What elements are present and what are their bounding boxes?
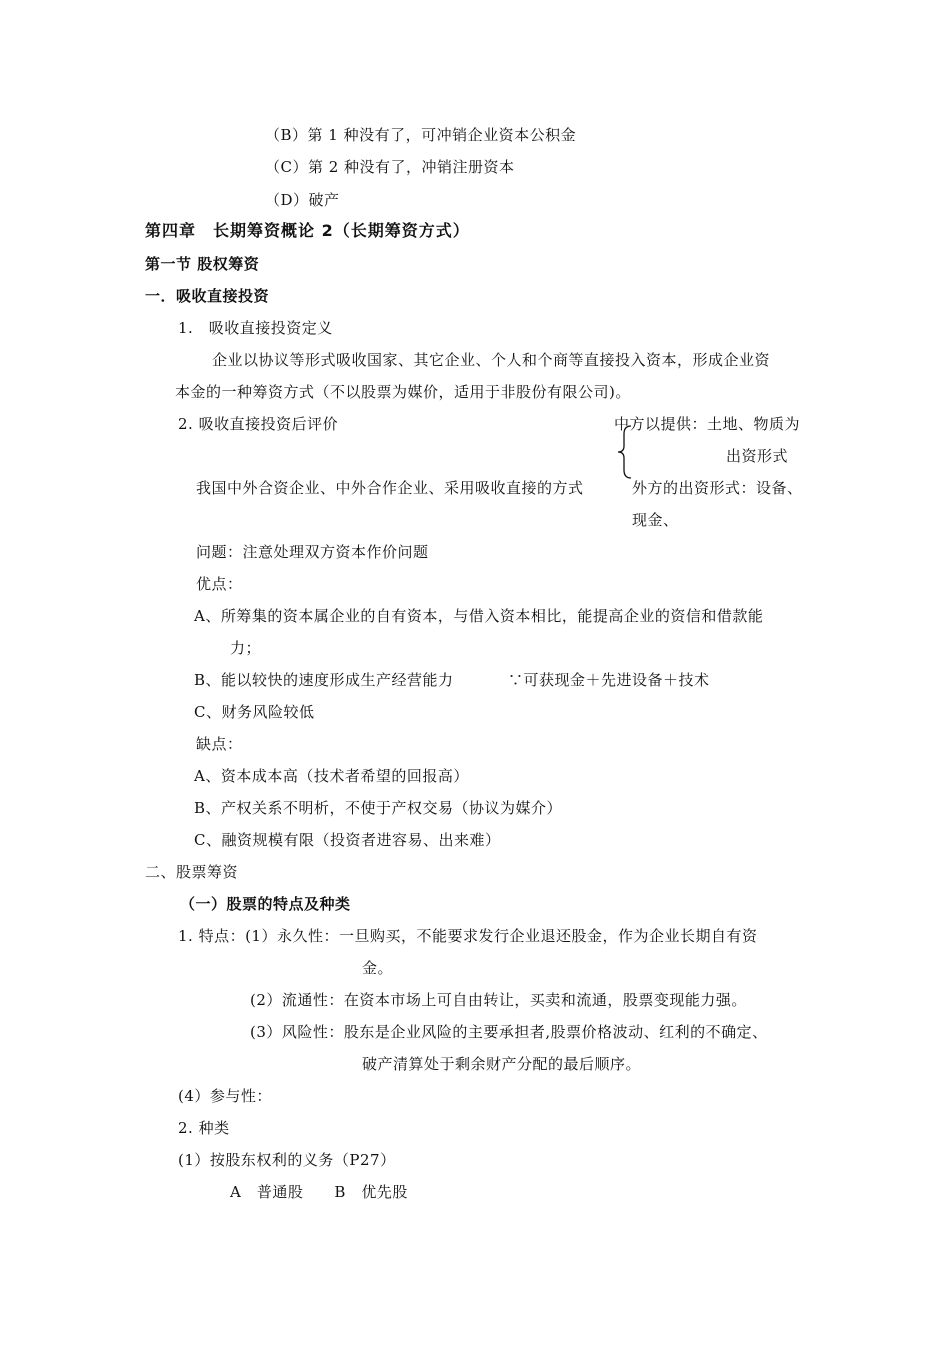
foreign-contribution-1: 外方的出资形式：设备、 xyxy=(632,479,803,497)
disadvantage-c: C、融资规模有限（投资者进容易、出来难） xyxy=(194,831,501,849)
feature-1-line-1: 1. 特点：(1）永久性：一旦购买，不能要求发行企业退还股金，作为企业长期自有资 xyxy=(178,927,758,945)
advantage-b: B、能以较快的速度形成生产经营能力 xyxy=(194,671,454,689)
section-title: 第一节 股权筹资 xyxy=(145,255,260,273)
heading-1: 一．吸收直接投资 xyxy=(145,287,270,305)
advantage-b-note: ∵可获现金＋先进设备＋技术 xyxy=(508,671,710,689)
subheading-1: （一）股票的特点及种类 xyxy=(180,895,351,913)
feature-3-line-1: (3）风险性：股东是企业风险的主要承担者,股票价格波动、红利的不确定、 xyxy=(250,1023,768,1041)
feature-2: (2）流通性：在资本市场上可自由转让，买卖和流通，股票变现能力强。 xyxy=(250,991,747,1009)
main-statement: 我国中外合资企业、中外合作企业、采用吸收直接的方式 xyxy=(196,479,584,497)
chapter-title: 第四章 长期筹资概论 2（长期筹资方式） xyxy=(145,221,470,240)
feature-1-line-2: 金。 xyxy=(362,959,394,977)
advantages-label: 优点： xyxy=(196,575,243,593)
china-contribution-1: 中方以提供：土地、物质为 xyxy=(614,415,801,433)
heading-2: 二、股票筹资 xyxy=(145,863,239,881)
curly-brace-icon xyxy=(615,424,635,480)
foreign-contribution-2: 现金、 xyxy=(632,511,679,529)
kinds-options: A 普通股 B 优先股 xyxy=(230,1183,408,1201)
evaluation-title: 2. 吸收直接投资后评价 xyxy=(178,415,339,433)
disadvantages-label: 缺点： xyxy=(196,735,243,753)
definition-text-2: 本金的一种筹资方式（不以股票为媒价，适用于非股份有限公司)。 xyxy=(175,383,631,401)
kinds-title: 2. 种类 xyxy=(178,1119,230,1137)
feature-4: (4）参与性： xyxy=(178,1087,272,1105)
advantage-c: C、财务风险较低 xyxy=(194,703,315,721)
kinds-criterion: (1）按股东权利的义务（P27） xyxy=(178,1151,396,1169)
option-d-line: （D）破产 xyxy=(265,191,340,209)
definition-text-1: 企业以协议等形式吸收国家、其它企业、个人和个商等直接投入资本，形成企业资 xyxy=(212,351,771,369)
disadvantage-a: A、资本成本高（技术者希望的回报高） xyxy=(194,767,469,785)
advantage-a-2: 力； xyxy=(230,639,262,657)
china-contribution-2: 出资形式 xyxy=(726,447,789,465)
disadvantage-b: B、产权关系不明析，不使于产权交易（协议为媒介） xyxy=(194,799,563,817)
problem-line: 问题：注意处理双方资本作价问题 xyxy=(196,543,429,561)
option-c-line: （C）第 2 种没有了，冲销注册资本 xyxy=(265,158,515,176)
feature-3-line-2: 破产清算处于剩余财产分配的最后顺序。 xyxy=(362,1055,642,1073)
option-b-line: （B）第 1 种没有了，可冲销企业资本公积金 xyxy=(265,126,577,144)
advantage-a-1: A、所筹集的资本属企业的自有资本，与借入资本相比，能提高企业的资信和借款能 xyxy=(194,607,764,625)
definition-title: 1. 吸收直接投资定义 xyxy=(178,319,333,337)
